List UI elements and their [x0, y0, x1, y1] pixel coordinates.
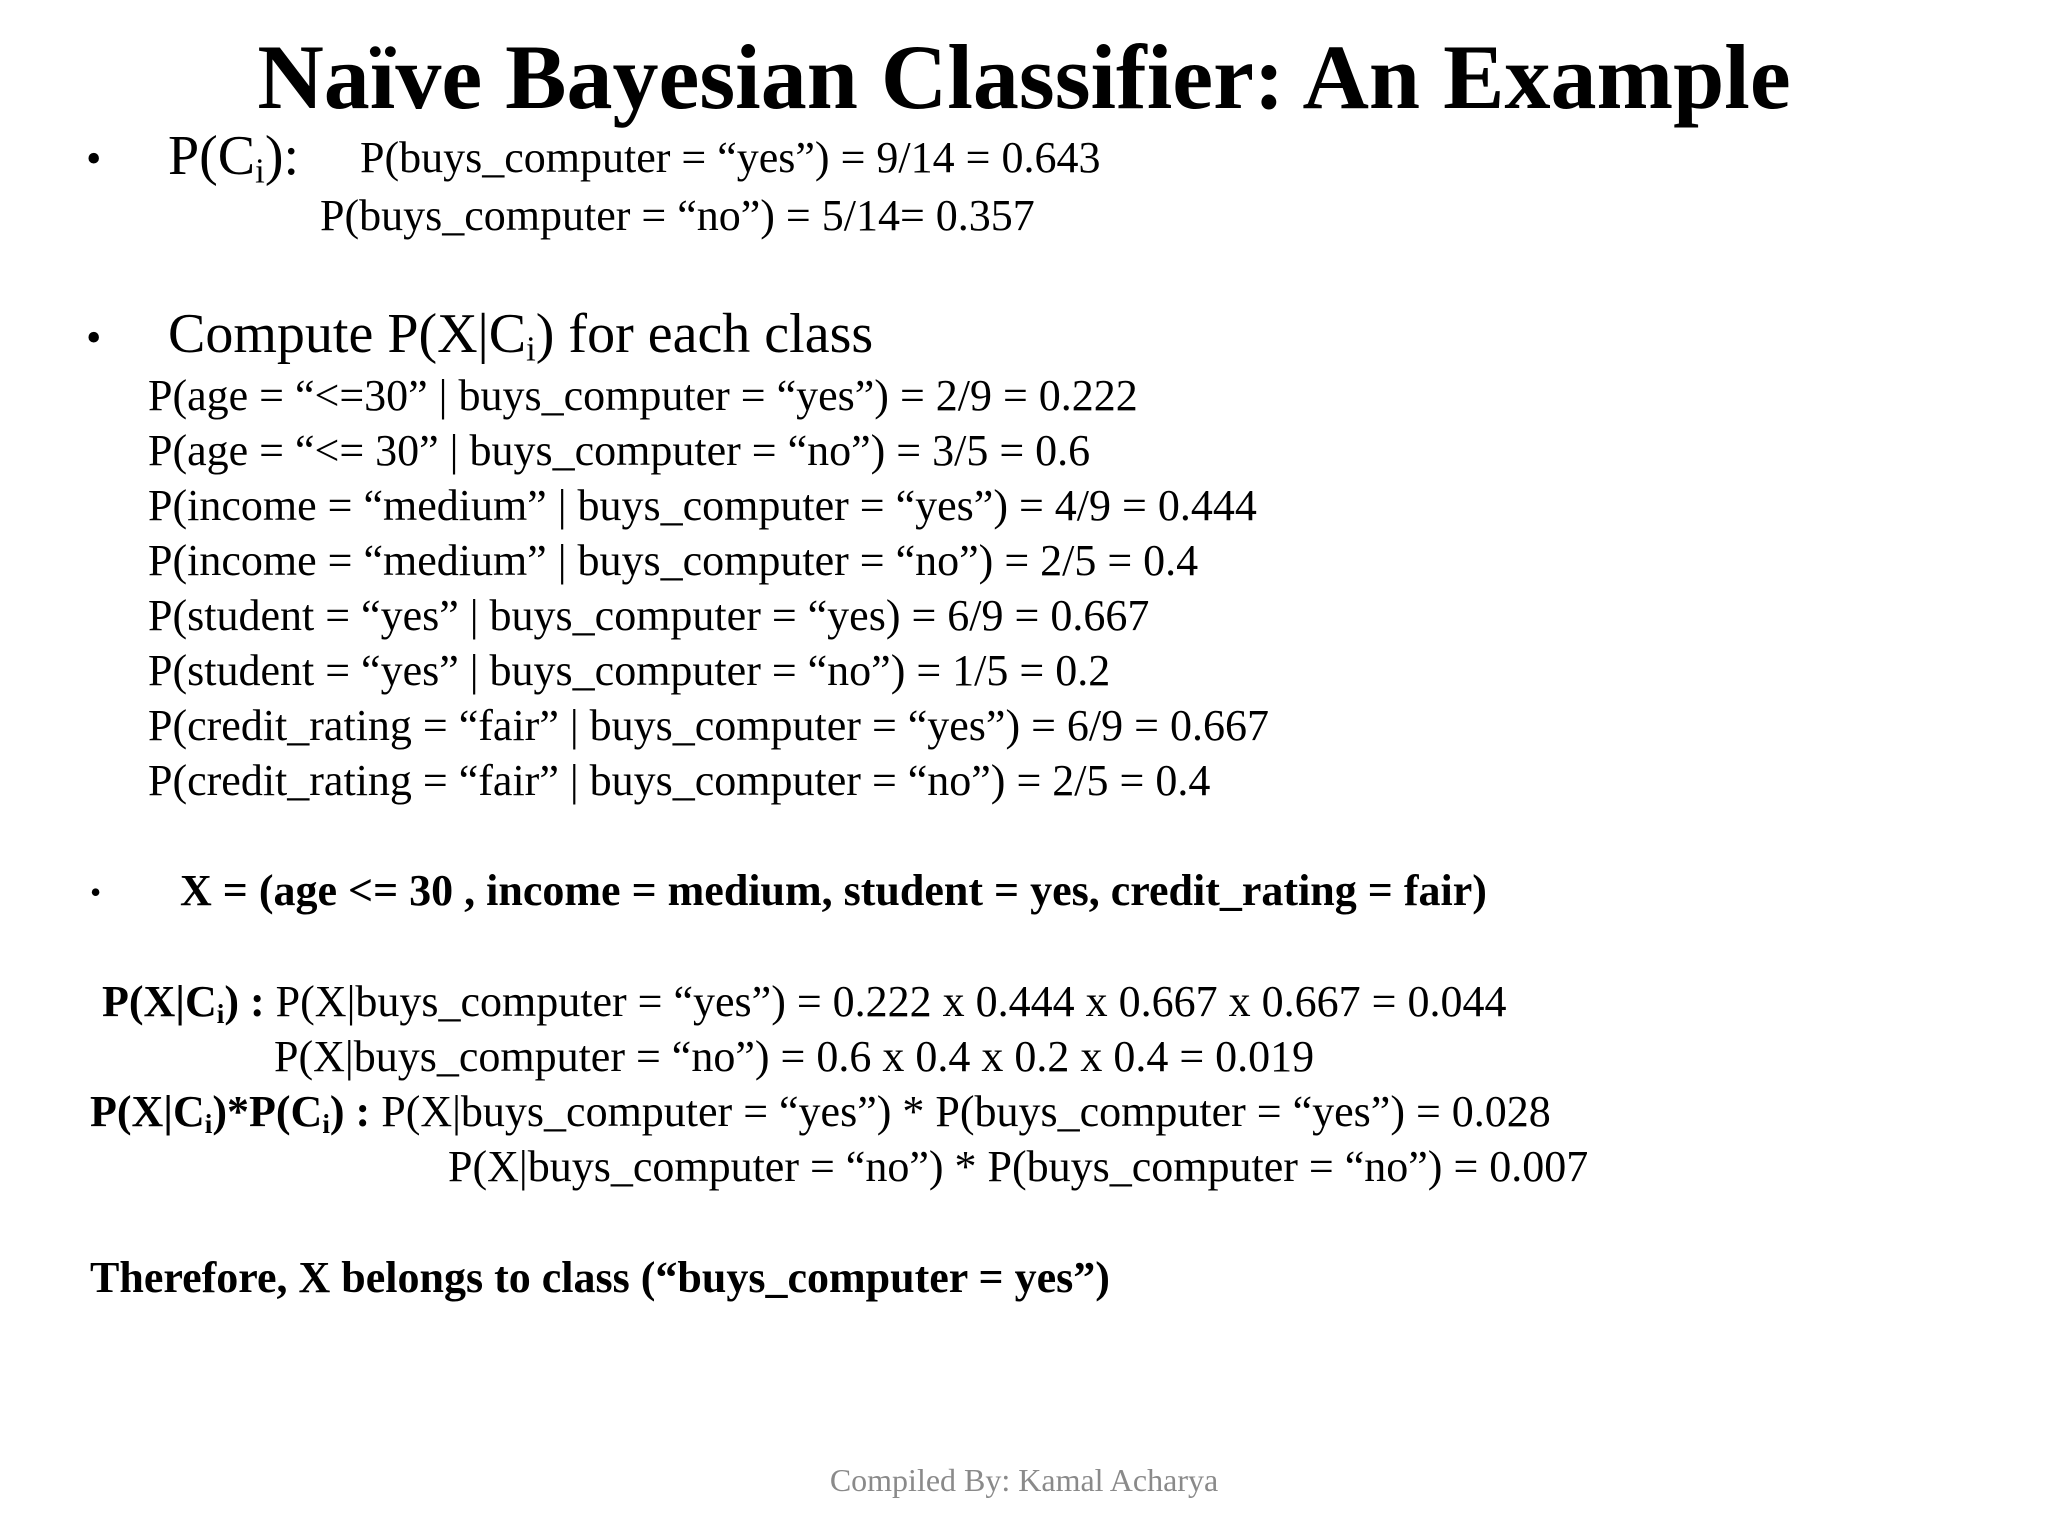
prior-no-line: P(buys_computer = “no”) = 5/14= 0.357 [320, 191, 1035, 240]
likelihood-no-line: P(X|buys_computer = “no”) = 0.6 x 0.4 x 0.2 x 0.4 = 0.019 [274, 1032, 1315, 1081]
likelihood-label-end: ) : [224, 977, 265, 1026]
posterior-label-b: )*P(C [212, 1087, 323, 1136]
posterior-label-a: P(X|C [90, 1087, 205, 1136]
compute-heading-sub: i [526, 329, 536, 369]
posterior-label-end: ) : [329, 1087, 371, 1136]
conditional-line: P(student = “yes” | buys_computer = “yes) = 6/9 = 0.667 [148, 591, 1150, 640]
compute-heading [168, 302, 874, 369]
posterior-label [90, 1087, 371, 1139]
prior-yes-line: P(buys_computer = “yes”) = 9/14 = 0.643 [360, 133, 1101, 182]
compute-heading-main: Compute P(X|C [168, 303, 527, 365]
likelihood-yes-line: P(X|buys_computer = “yes”) = 0.222 x 0.444 x 0.667 x 0.667 = 0.044 [264, 977, 1507, 1026]
posterior-yes-row [90, 1086, 1551, 1138]
likelihood-yes-row [102, 976, 1506, 1028]
posterior-no-line: P(X|buys_computer = “no”) * P(buys_computer = “no”) = 0.007 [448, 1142, 1589, 1191]
posterior-label-a-sub: i [204, 1108, 213, 1139]
conditional-line: P(credit_rating = “fair” | buys_computer = “yes”) = 6/9 = 0.667 [148, 701, 1269, 750]
x-definition: X = (age <= 30 , income = medium, student = yes, credit_rating = fair) [180, 866, 1487, 915]
conditional-line: P(income = “medium” | buys_computer = “no”) = 2/5 = 0.4 [148, 536, 1199, 585]
conditional-line: P(student = “yes” | buys_computer = “no”) = 1/5 = 0.2 [148, 646, 1111, 695]
bullet-compute: • [86, 313, 102, 362]
bullet-x: • [90, 874, 102, 910]
compute-heading-end: ) for each class [535, 303, 874, 365]
bullet-prior: • [86, 134, 102, 183]
posterior-label-b-sub: i [322, 1108, 330, 1139]
prior-label-sub: i [255, 151, 265, 191]
likelihood-label-main: P(X|C [102, 977, 217, 1026]
posterior-yes-line: P(X|buys_computer = “yes”) * P(buys_computer = “yes”) = 0.028 [370, 1087, 1551, 1136]
conditional-line: P(age = “<=30” | buys_computer = “yes”) = 2/9 = 0.222 [148, 371, 1138, 420]
conditional-line: P(income = “medium” | buys_computer = “yes”) = 4/9 = 0.444 [148, 481, 1257, 530]
conditional-line: P(credit_rating = “fair” | buys_computer = “no”) = 2/5 = 0.4 [148, 756, 1211, 805]
prior-label-main: P(C [168, 125, 256, 187]
likelihood-label [102, 977, 265, 1029]
conditional-line: P(age = “<= 30” | buys_computer = “no”) = 3/5 = 0.6 [148, 426, 1091, 475]
likelihood-label-sub: i [216, 998, 225, 1029]
conclusion: Therefore, X belongs to class (“buys_computer = yes”) [90, 1253, 1110, 1302]
prior-label-end: ): [264, 125, 300, 187]
footer-credit: Compiled By: Kamal Acharya [829, 1462, 1219, 1498]
slide-title: Naïve Bayesian Classifier: An Example [257, 26, 1791, 128]
prior-label [168, 124, 300, 191]
